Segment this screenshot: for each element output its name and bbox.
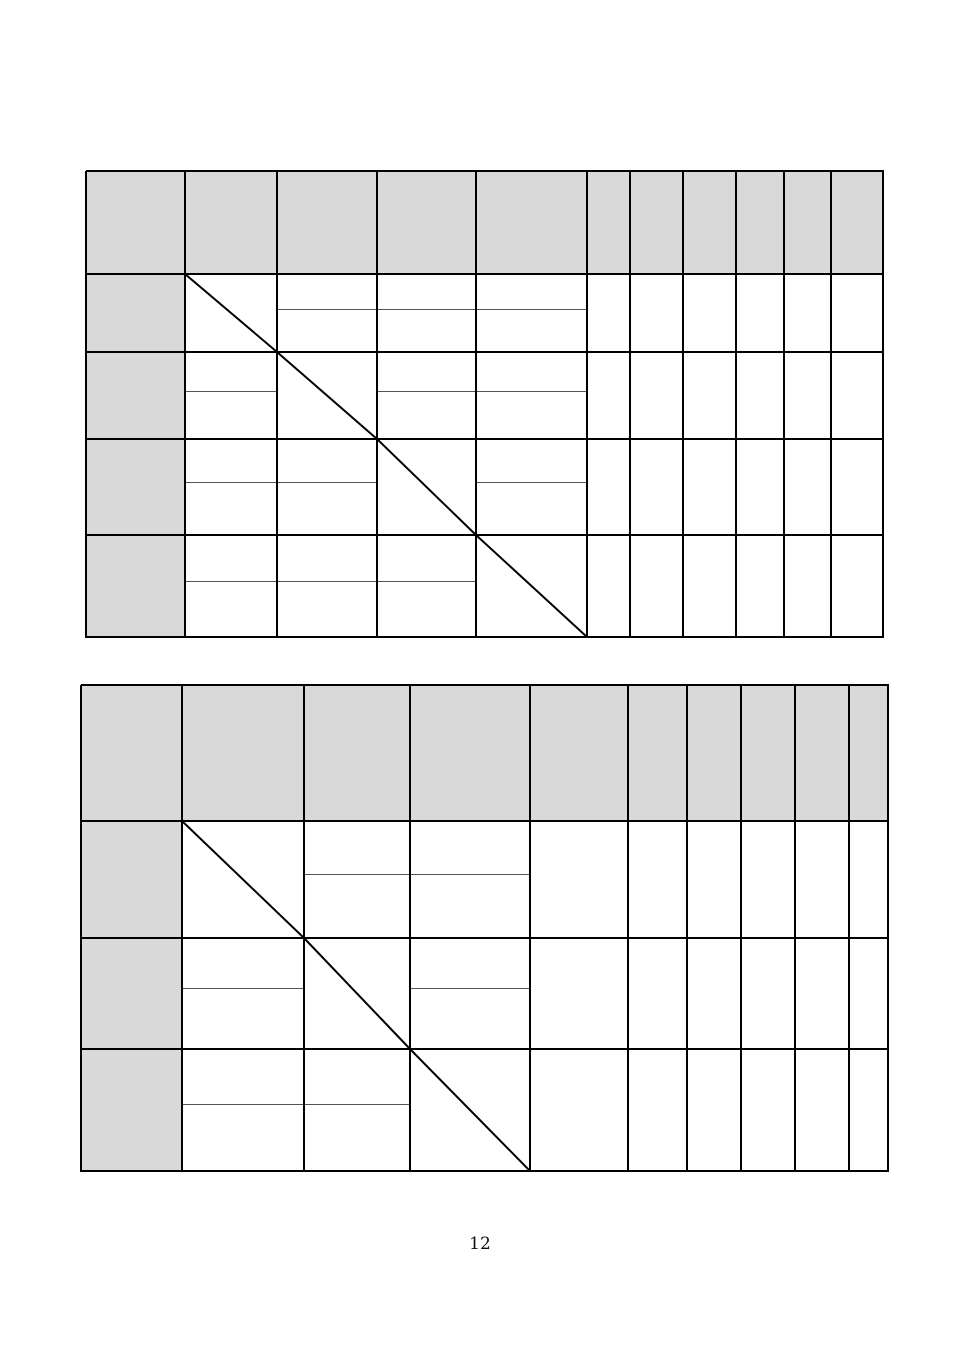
- table-vertical-rule: [686, 685, 688, 1172]
- table-vertical-rule: [529, 685, 531, 1172]
- table-horizontal-rule: [81, 820, 889, 822]
- page-number: 12: [469, 1234, 491, 1254]
- table-vertical-rule: [887, 685, 889, 1172]
- table-vertical-rule: [303, 685, 305, 1172]
- table-vertical-rule: [848, 685, 850, 1172]
- self-match-diagonal: [304, 938, 410, 1049]
- table-horizontal-rule: [81, 937, 889, 939]
- table-vertical-rule: [740, 685, 742, 1172]
- self-match-diagonal: [182, 821, 304, 938]
- table-vertical-rule: [794, 685, 796, 1172]
- table-horizontal-rule: [81, 1048, 889, 1050]
- table-vertical-rule: [80, 685, 82, 1172]
- self-match-diagonal: [410, 1049, 530, 1171]
- table-horizontal-rule: [81, 684, 889, 686]
- table-vertical-rule: [627, 685, 629, 1172]
- table-horizontal-rule: [81, 1170, 889, 1172]
- table-vertical-rule: [181, 685, 183, 1172]
- table-vertical-rule: [409, 685, 411, 1172]
